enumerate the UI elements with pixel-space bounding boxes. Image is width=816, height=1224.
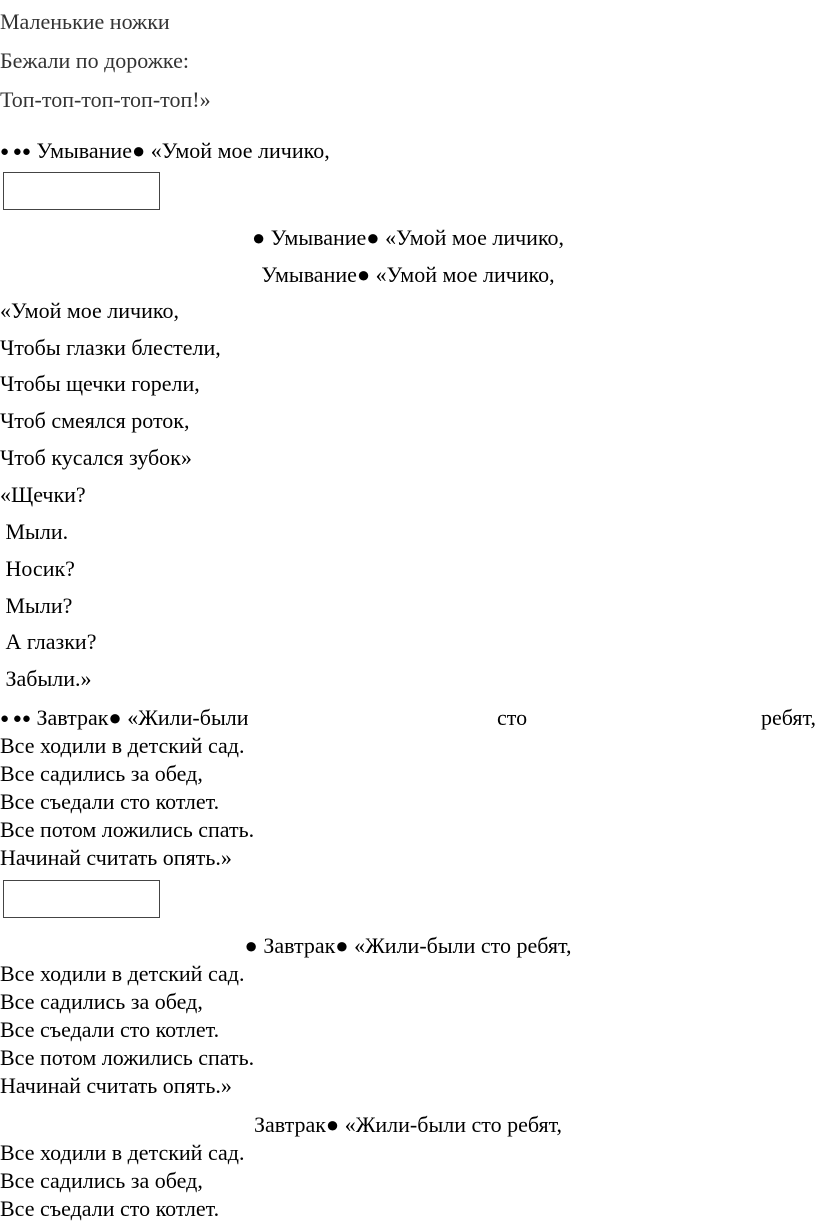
breakfast-poem2-line: Все потом ложились спать. bbox=[0, 1045, 255, 1070]
bullet-icons: ● ●● bbox=[0, 144, 31, 160]
dialog-line: А глазки? bbox=[0, 629, 97, 654]
wash-poem-line: Чтобы глазки блестели, bbox=[0, 335, 221, 360]
breakfast-centered-heading-2: Завтрак● «Жили-были сто ребят, bbox=[253, 1112, 563, 1137]
intro-line-3: Топ-топ-топ-топ-топ!» bbox=[0, 87, 211, 112]
wash-poem-line: Чтоб смеялся роток, bbox=[0, 408, 190, 433]
breakfast-poem-line: Все съедали сто котлет. bbox=[0, 789, 220, 814]
breakfast-poem-line: Все потом ложились спать. bbox=[0, 817, 255, 842]
wash-centered-heading-1: ● Умывание● «Умой мое личико, bbox=[251, 225, 565, 250]
dialog-line: Мыли. bbox=[0, 519, 69, 544]
breakfast-heading-part-3: ребят, bbox=[761, 705, 816, 730]
dialog-line: Носик? bbox=[0, 556, 75, 581]
intro-line-1: Маленькие ножки bbox=[0, 9, 170, 34]
breakfast-poem3-line: Все ходили в детский сад. bbox=[0, 1140, 245, 1165]
breakfast-poem-line: Начинай считать опять.» bbox=[0, 845, 232, 870]
breakfast-heading-part-2: сто bbox=[497, 705, 528, 730]
empty-image-frame bbox=[3, 880, 160, 918]
breakfast-poem-line: Все садились за обед, bbox=[0, 761, 203, 786]
empty-image-frame bbox=[3, 172, 160, 210]
wash-poem-line: Чтоб кусался зубок» bbox=[0, 445, 192, 470]
breakfast-poem3-line: Все съедали сто котлет. bbox=[0, 1196, 220, 1221]
breakfast-heading bbox=[0, 705, 816, 732]
wash-poem-line: «Умой мое личико, bbox=[0, 298, 179, 323]
intro-line-2: Бежали по дорожке: bbox=[0, 48, 189, 73]
breakfast-poem2-line: Все ходили в детский сад. bbox=[0, 961, 245, 986]
breakfast-poem2-line: Начинай считать опять.» bbox=[0, 1073, 232, 1098]
wash-heading-text: Умывание● «Умой мое личико, bbox=[36, 138, 330, 163]
breakfast-poem-line: Все ходили в детский сад. bbox=[0, 733, 245, 758]
wash-heading bbox=[0, 138, 330, 165]
breakfast-poem2-line: Все садились за обед, bbox=[0, 989, 203, 1014]
breakfast-heading-part-1: Завтрак● «Жили-были bbox=[36, 705, 249, 730]
wash-centered-heading-2: Умывание● «Умой мое личико, bbox=[261, 262, 555, 287]
breakfast-poem3-line: Все садились за обед, bbox=[0, 1168, 203, 1193]
bullet-icons: ● ●● bbox=[0, 711, 31, 727]
breakfast-centered-heading-1: ● Завтрак● «Жили-были сто ребят, bbox=[244, 933, 572, 958]
dialog-line: «Щечки? bbox=[0, 482, 86, 507]
dialog-line: Забыли.» bbox=[0, 666, 92, 691]
wash-poem-line: Чтобы щечки горели, bbox=[0, 371, 200, 396]
dialog-line: Мыли? bbox=[0, 593, 73, 618]
breakfast-poem2-line: Все съедали сто котлет. bbox=[0, 1017, 220, 1042]
